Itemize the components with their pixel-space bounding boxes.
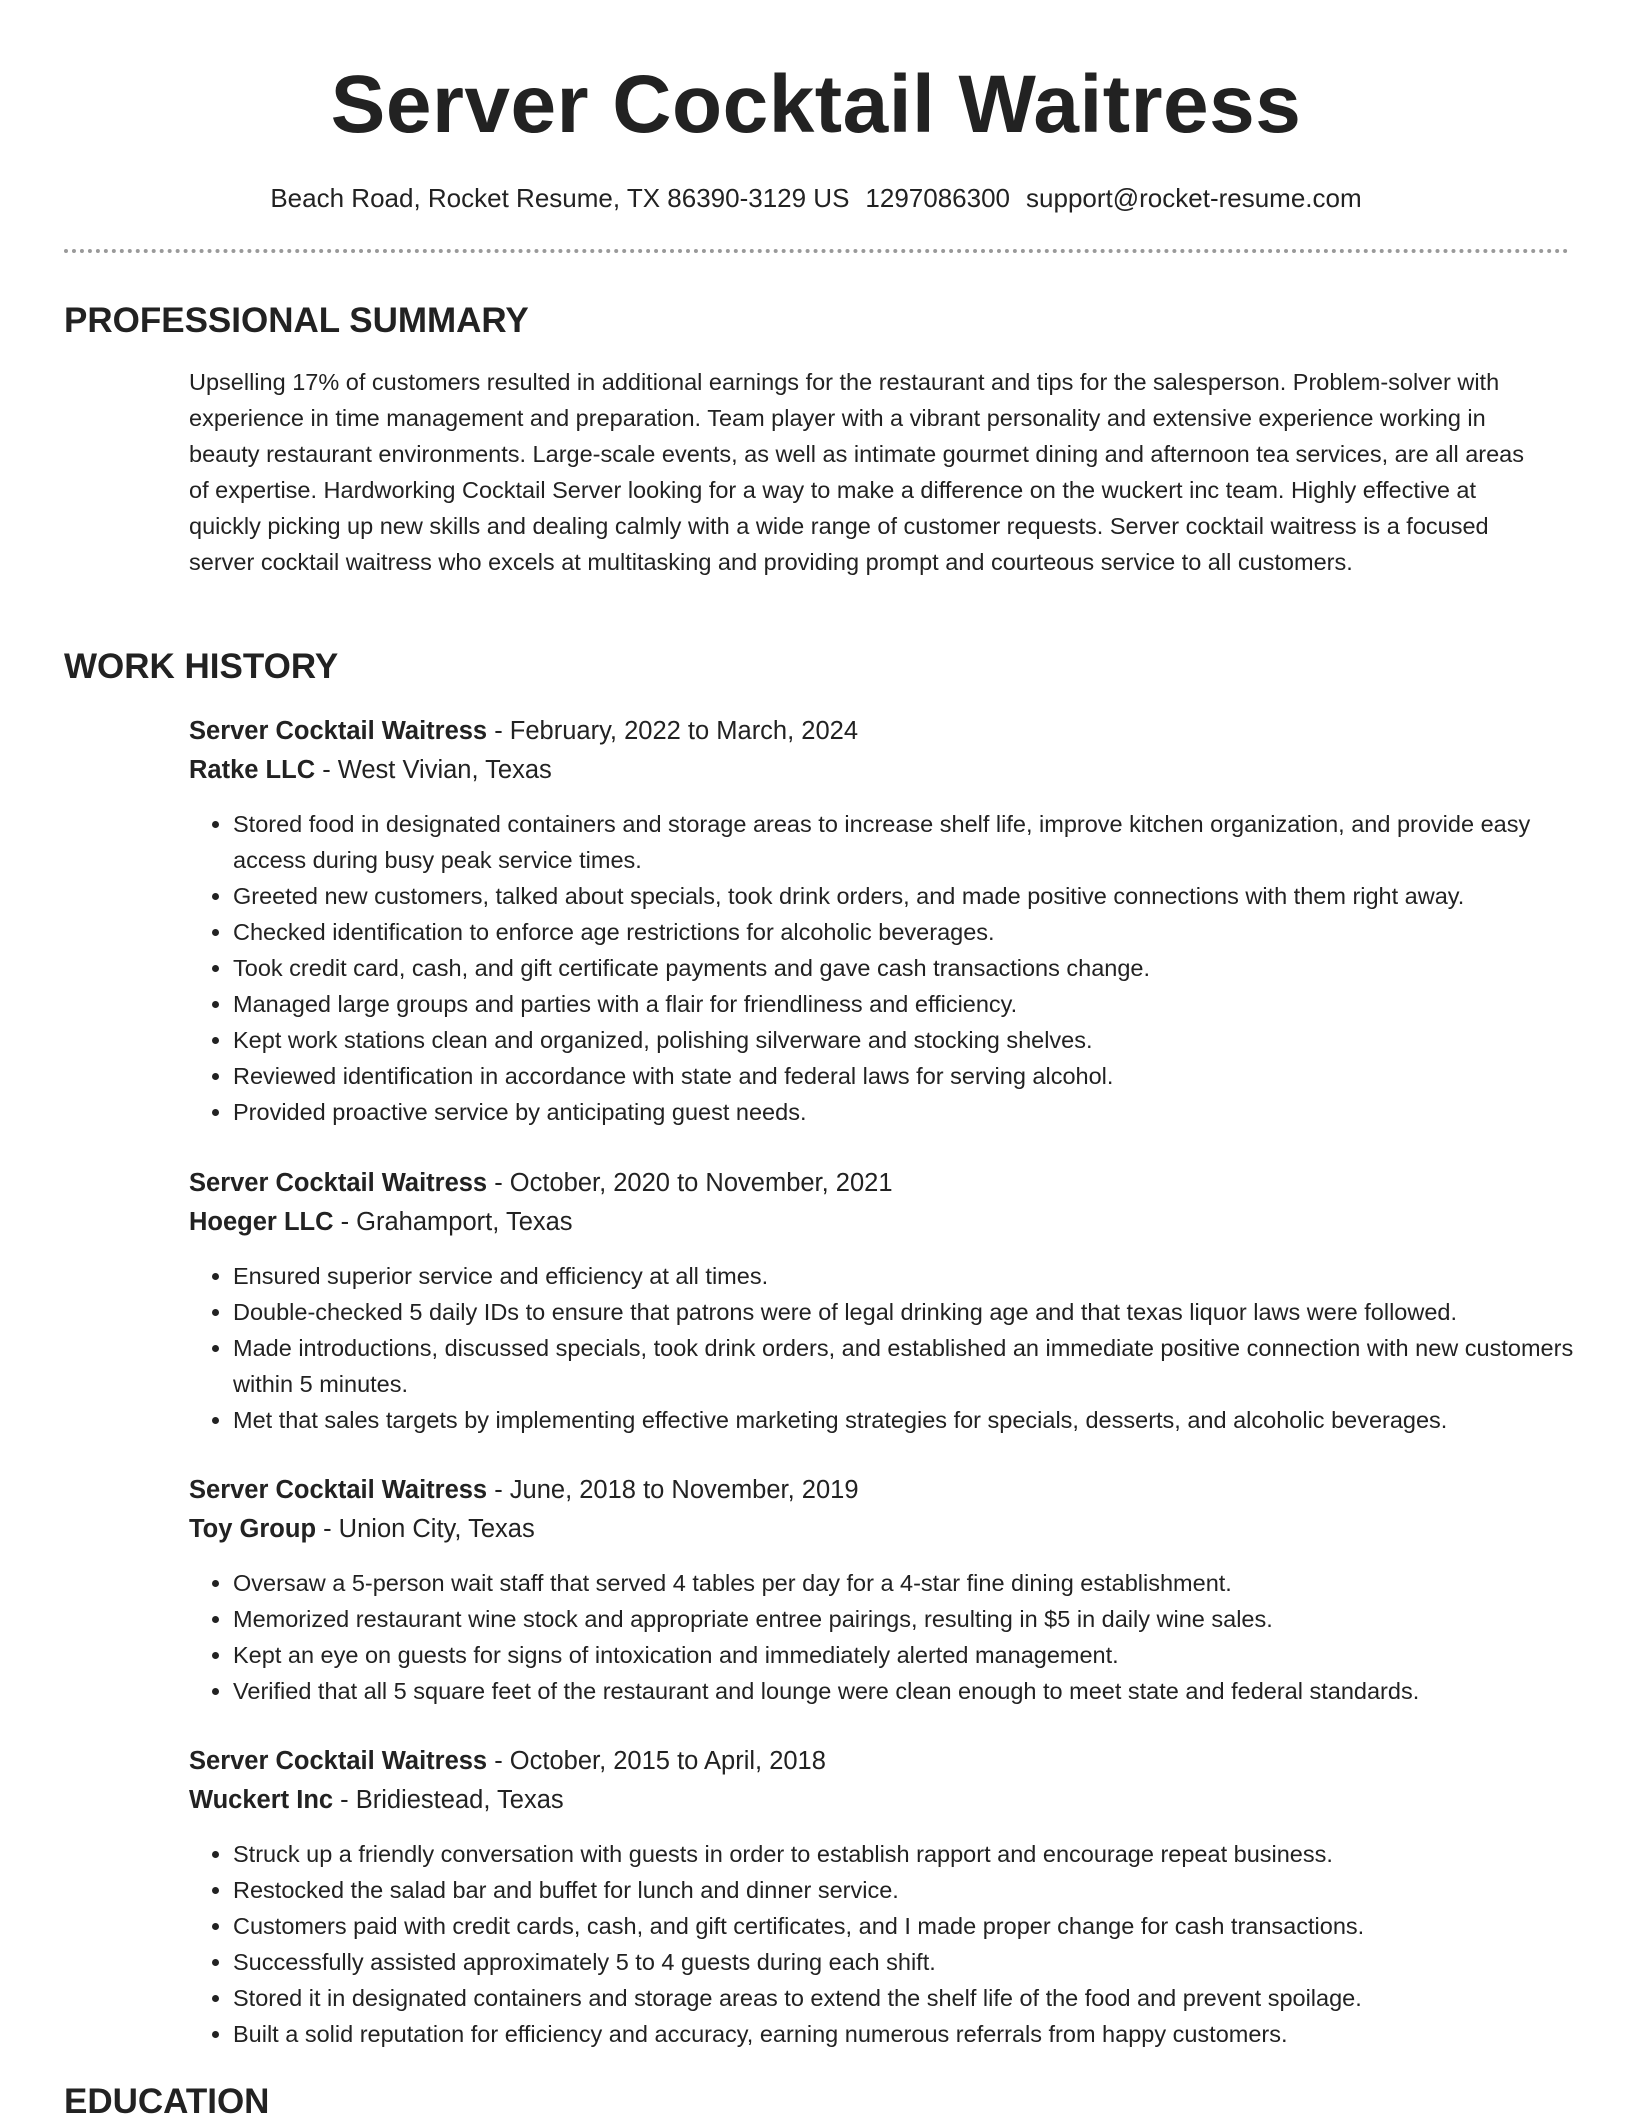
- job-location: - Union City, Texas: [316, 1515, 535, 1543]
- job-company: Toy Group: [189, 1515, 317, 1543]
- list-item: • Reviewed identification in accordance with state and federal laws for serving alcohol.: [233, 1058, 1603, 1094]
- job-company-line: [189, 1781, 1569, 1819]
- list-item: • Checked identification to enforce age restrictions for alcoholic beverages.: [233, 914, 1603, 950]
- list-item: • Took credit card, cash, and gift certificate payments and gave cash transactions change.: [233, 950, 1603, 986]
- list-item: • Built a solid reputation for efficiency and accuracy, earning numerous referrals from happy customers.: [233, 2016, 1603, 2052]
- candidate-name: Server Cocktail Waitress: [330, 59, 1302, 150]
- job-bullets: [189, 1258, 1603, 1438]
- list-item: • Greeted new customers, talked about specials, took drink orders, and made positive connections with them right away.: [233, 878, 1603, 914]
- list-item: • Managed large groups and parties with a flair for friendliness and efficiency.: [233, 986, 1603, 1022]
- job-company-line: [189, 1510, 1569, 1548]
- list-item: • Ensured superior service and efficiency at all times.: [233, 1258, 1603, 1294]
- job-title-line: [189, 1742, 1569, 1780]
- job-company: Ratke LLC: [189, 756, 316, 784]
- list-item: • Kept work stations clean and organized, polishing silverware and stocking shelves.: [233, 1022, 1603, 1058]
- job-role: Server Cocktail Waitress: [189, 1169, 488, 1197]
- contact-email: support@rocket-resume.com: [1026, 183, 1362, 213]
- job-title-line: [189, 1471, 1569, 1509]
- job-title-line: [189, 1164, 1569, 1202]
- job-location: - Grahamport, Texas: [333, 1208, 573, 1236]
- job-bullets: [189, 1836, 1603, 2052]
- list-item: • Made introductions, discussed specials, took drink orders, and established an immediate positive connection with new customers within 5 minutes.: [233, 1330, 1603, 1402]
- job-company-line: [189, 751, 1569, 789]
- list-item: • Struck up a friendly conversation with guests in order to establish rapport and encourage repeat business.: [233, 1836, 1603, 1872]
- job-dates: - October, 2020 to November, 2021: [487, 1169, 893, 1197]
- job-location: - West Vivian, Texas: [315, 756, 552, 784]
- job-role: Server Cocktail Waitress: [189, 1476, 488, 1504]
- list-item: • Verified that all 5 square feet of the restaurant and lounge were clean enough to meet state and federal standards.: [233, 1673, 1603, 1709]
- job-role: Server Cocktail Waitress: [189, 717, 488, 745]
- contact-phone: 1297086300: [865, 183, 1011, 213]
- list-item: • Double-checked 5 daily IDs to ensure that patrons were of legal drinking age and that texas liquor laws were followed.: [233, 1294, 1603, 1330]
- list-item: • Customers paid with credit cards, cash, and gift certificates, and I made proper change for cash transactions.: [233, 1908, 1603, 1944]
- job-dates: - June, 2018 to November, 2019: [487, 1476, 859, 1504]
- contact-address: Beach Road, Rocket Resume, TX 86390-3129 US: [270, 183, 850, 213]
- header-divider: [64, 249, 1569, 253]
- list-item: • Kept an eye on guests for signs of intoxication and immediately alerted management.: [233, 1637, 1603, 1673]
- job-dates: - February, 2022 to March, 2024: [487, 717, 859, 745]
- list-item: • Provided proactive service by anticipating guest needs.: [233, 1094, 1603, 1130]
- list-item: • Successfully assisted approximately 5 to 4 guests during each shift.: [233, 1944, 1603, 1980]
- list-item: • Memorized restaurant wine stock and appropriate entree pairings, resulting in $5 in daily wine sales.: [233, 1601, 1603, 1637]
- summary-text: Upselling 17% of customers resulted in additional earnings for the restaurant and tips for the salesperson. Problem-solver with experience in time management and preparation. Team player with a vibrant personality and extensive experience working in beauty restaurant environments. Large-scale events, as well as intimate gourmet dining and afternoon tea services, are all areas of expertise. Hardworking Cocktail Server looking for a way to make a difference on the wuckert inc team. Highly effective at quickly picking up new skills and dealing calmly with a wide range of customer requests. Server cocktail waitress is a focused server cocktail waitress who excels at multitasking and providing prompt and courteous service to all customers.: [189, 369, 1525, 575]
- section-title-work-history: WORK HISTORY: [64, 647, 339, 686]
- job-company: Hoeger LLC: [189, 1208, 334, 1236]
- job-role: Server Cocktail Waitress: [189, 1747, 488, 1775]
- job-bullets: [189, 1565, 1603, 1709]
- section-title-summary: PROFESSIONAL SUMMARY: [64, 301, 529, 340]
- job-bullets: [189, 806, 1603, 1130]
- list-item: • Met that sales targets by implementing effective marketing strategies for specials, desserts, and alcoholic beverages.: [233, 1402, 1603, 1438]
- list-item: • Oversaw a 5-person wait staff that served 4 tables per day for a 4-star fine dining establishment.: [233, 1565, 1603, 1601]
- job-company-line: [189, 1203, 1569, 1241]
- list-item: • Stored it in designated containers and storage areas to extend the shelf life of the food and prevent spoilage.: [233, 1980, 1603, 2016]
- job-dates: - October, 2015 to April, 2018: [487, 1747, 826, 1775]
- list-item: • Stored food in designated containers and storage areas to increase shelf life, improve kitchen organization, and provide easy access during busy peak service times.: [233, 806, 1603, 878]
- section-title-education: EDUCATION: [64, 2082, 270, 2121]
- job-location: - Bridiestead, Texas: [333, 1786, 564, 1814]
- contact-line: [0, 180, 1632, 216]
- list-item: • Restocked the salad bar and buffet for lunch and dinner service.: [233, 1872, 1603, 1908]
- job-title-line: [189, 712, 1569, 750]
- job-company: Wuckert Inc: [189, 1786, 334, 1814]
